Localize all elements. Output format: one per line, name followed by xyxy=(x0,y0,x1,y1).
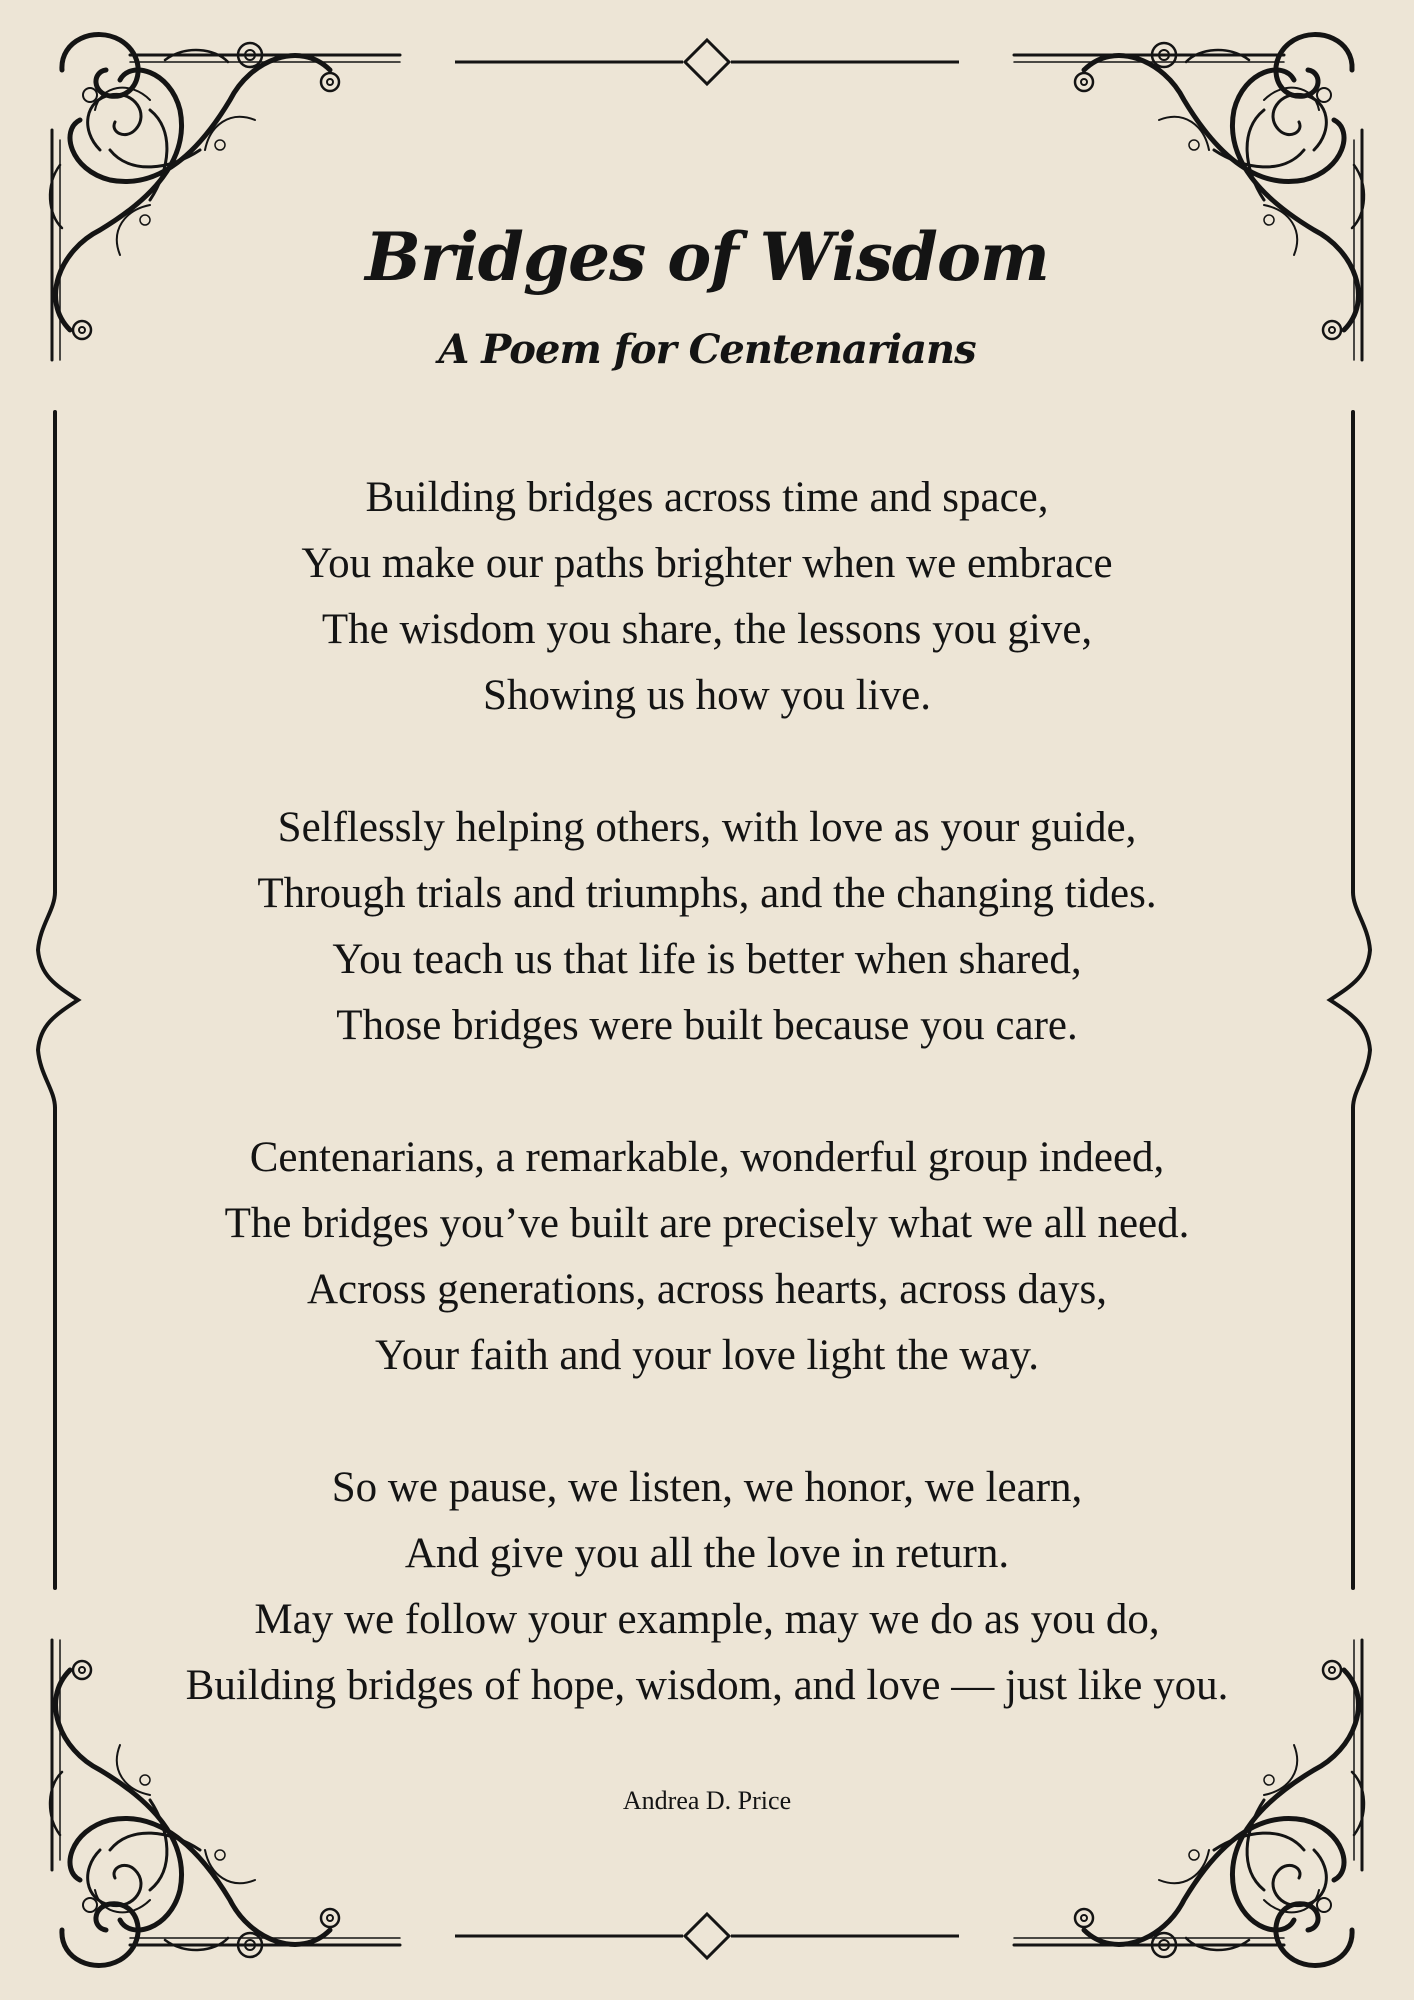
poem-line: Your faith and your love light the way. xyxy=(374,1332,1040,1379)
poem-line: Across generations, across hearts, across days, xyxy=(306,1266,1108,1313)
poem-line: Building bridges across time and space, xyxy=(365,474,1049,521)
poem-line: The bridges you’ve built are precisely what we all need. xyxy=(224,1200,1190,1247)
poem-line: Showing us how you live. xyxy=(483,672,931,719)
poem-line: Building bridges of hope, wisdom, and love — just like you. xyxy=(185,1662,1229,1709)
poem-line: You make our paths brighter when we embrace xyxy=(301,540,1113,587)
bottom-divider xyxy=(455,1914,959,1958)
top-divider xyxy=(455,40,959,84)
poem-line: Selflessly helping others, with love as your guide, xyxy=(277,804,1137,851)
poem-title: Bridges of Wisdom xyxy=(365,218,1049,296)
poem-line: Those bridges were built because you care. xyxy=(336,1002,1078,1049)
poem-line: May we follow your example, may we do as you do, xyxy=(254,1596,1160,1643)
poem-line: Centenarians, a remarkable, wonderful group indeed, xyxy=(249,1134,1165,1181)
corner-flourish-top-left xyxy=(50,35,400,360)
poem-line: The wisdom you share, the lessons you give, xyxy=(321,606,1093,653)
poem-line: So we pause, we listen, we honor, we learn, xyxy=(331,1464,1083,1511)
stanza xyxy=(0,795,1414,1059)
poem-subtitle: A Poem for Centenarians xyxy=(438,326,976,373)
stanza xyxy=(0,1125,1414,1389)
stanza xyxy=(0,465,1414,729)
poem-line: And give you all the love in return. xyxy=(404,1530,1010,1577)
author-name: Andrea D. Price xyxy=(622,1786,792,1815)
corner-flourish-top-right xyxy=(1014,35,1364,360)
poem-line: You teach us that life is better when shared, xyxy=(332,936,1082,983)
poem-line: Through trials and triumphs, and the changing tides. xyxy=(257,870,1157,917)
stanza xyxy=(0,1455,1414,1719)
poem-body xyxy=(0,465,1414,1785)
